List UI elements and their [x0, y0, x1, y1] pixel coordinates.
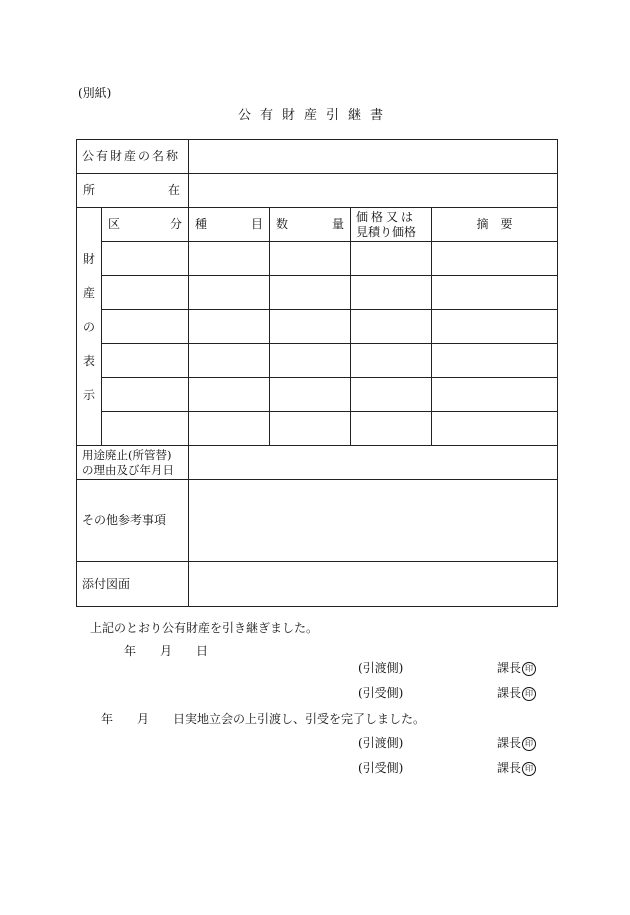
table-cell[interactable] — [270, 276, 351, 310]
purpose-label — [77, 446, 189, 480]
seal-mark: 印 — [522, 737, 536, 751]
section-char: 財 — [82, 251, 95, 266]
table-cell[interactable] — [351, 242, 432, 276]
header-kind-left: 種 — [195, 217, 208, 231]
header-category-left: 区 — [108, 217, 121, 231]
seal-mark: 印 — [522, 762, 536, 776]
table-cell[interactable] — [189, 276, 270, 310]
table-row — [77, 276, 558, 310]
attach-label: 添付図面 — [77, 562, 189, 607]
attach-row — [77, 562, 558, 607]
seal-mark: 印 — [522, 662, 536, 676]
receiver-side-label-1: (引受側) — [358, 686, 404, 700]
table-cell[interactable] — [102, 344, 189, 378]
table-cell[interactable] — [270, 344, 351, 378]
table-row — [77, 344, 558, 378]
name-label: 公有財産の名称 — [77, 140, 189, 174]
header-row — [77, 208, 558, 242]
table-cell[interactable] — [432, 310, 558, 344]
table-cell[interactable] — [189, 242, 270, 276]
receiver-side-label-2: (引受側) — [358, 761, 404, 775]
header-price-line2: 見積り価格 — [356, 224, 417, 239]
section-char: 示 — [82, 387, 95, 402]
header-kind — [189, 208, 270, 242]
table-row — [77, 412, 558, 446]
table-cell[interactable] — [432, 344, 558, 378]
table-row — [77, 378, 558, 412]
receiver-chief-2 — [497, 759, 536, 776]
table-row — [77, 242, 558, 276]
document-title: 公有財産引継書 — [237, 108, 392, 123]
header-quantity — [270, 208, 351, 242]
table-cell[interactable] — [189, 344, 270, 378]
location-label-right: 在 — [168, 183, 181, 197]
handover-chief-1 — [497, 659, 536, 676]
section-char: 産 — [82, 285, 95, 300]
other-row — [77, 480, 558, 562]
table-cell[interactable] — [432, 242, 558, 276]
header-category-right: 分 — [170, 217, 183, 231]
other-value-cell[interactable] — [189, 480, 558, 562]
section-char: の — [82, 319, 95, 334]
property-display-label — [77, 208, 102, 446]
table-cell[interactable] — [102, 242, 189, 276]
table-cell[interactable] — [102, 276, 189, 310]
completion-sentence: 年 月 日実地立会の上引渡し、引受を完了しました。 — [101, 712, 426, 726]
table-cell[interactable] — [351, 276, 432, 310]
table-cell[interactable] — [102, 310, 189, 344]
location-value-cell[interactable] — [189, 174, 558, 208]
header-price-line1: 価格又は — [356, 209, 417, 224]
seal-mark: 印 — [522, 687, 536, 701]
location-row — [77, 174, 558, 208]
table-cell[interactable] — [351, 378, 432, 412]
table-cell[interactable] — [189, 378, 270, 412]
handover-side-label-2: (引渡側) — [358, 736, 404, 750]
property-transfer-table — [76, 139, 558, 607]
section-char: 表 — [82, 353, 95, 368]
name-value-cell[interactable] — [189, 140, 558, 174]
purpose-label-line1: 用途廃止(所管替) — [82, 448, 172, 463]
header-quantity-left: 数 — [276, 217, 289, 231]
table-cell[interactable] — [432, 412, 558, 446]
table-cell[interactable] — [432, 276, 558, 310]
table-cell[interactable] — [351, 344, 432, 378]
header-quantity-right: 量 — [332, 217, 345, 231]
table-cell[interactable] — [270, 378, 351, 412]
handover-chief-2 — [497, 734, 536, 751]
chief-label: 課長 — [497, 736, 522, 750]
header-summary: 摘 要 — [432, 208, 558, 242]
table-cell[interactable] — [102, 412, 189, 446]
other-label: その他参考事項 — [77, 480, 189, 562]
purpose-row — [77, 446, 558, 480]
table-cell[interactable] — [270, 412, 351, 446]
chief-label: 課長 — [497, 686, 522, 700]
footer-intro: 上記のとおり公有財産を引き継ぎました。 — [90, 621, 319, 635]
table-cell[interactable] — [270, 242, 351, 276]
header-kind-right: 目 — [251, 217, 264, 231]
chief-label: 課長 — [497, 661, 522, 675]
chief-label: 課長 — [497, 761, 522, 775]
table-cell[interactable] — [189, 310, 270, 344]
purpose-label-line2: の理由及び年月日 — [82, 462, 174, 477]
handover-side-label-1: (引渡側) — [358, 661, 404, 675]
receiver-chief-1 — [497, 684, 536, 701]
header-price — [351, 208, 432, 242]
header-category — [102, 208, 189, 242]
table-cell[interactable] — [351, 412, 432, 446]
document-label: (別紙) — [78, 86, 112, 100]
attach-value-cell[interactable] — [189, 562, 558, 607]
signing-date: 年 月 日 — [124, 644, 209, 658]
table-cell[interactable] — [351, 310, 432, 344]
location-label-left: 所 — [83, 183, 96, 197]
location-label — [77, 174, 189, 208]
table-row — [77, 310, 558, 344]
table-cell[interactable] — [270, 310, 351, 344]
table-cell[interactable] — [432, 378, 558, 412]
table-cell[interactable] — [102, 378, 189, 412]
name-row — [77, 140, 558, 174]
table-cell[interactable] — [189, 412, 270, 446]
purpose-value-cell[interactable] — [189, 446, 558, 480]
